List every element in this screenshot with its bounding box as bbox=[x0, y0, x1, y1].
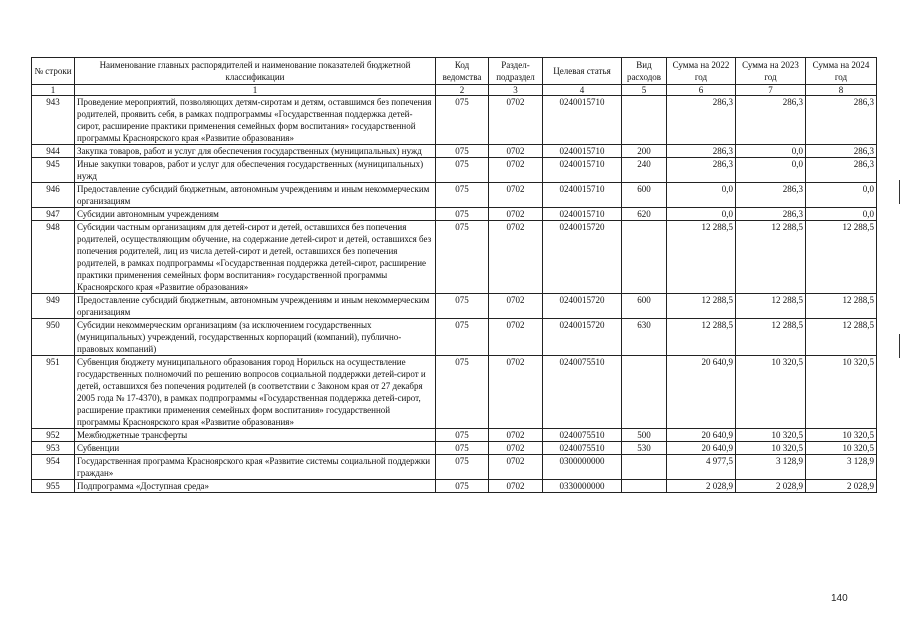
target-item-code: 0330000000 bbox=[543, 480, 622, 493]
row-number: 952 bbox=[32, 429, 75, 442]
section-code: 0702 bbox=[489, 208, 543, 221]
column-number: 5 bbox=[622, 85, 667, 96]
section-code: 0702 bbox=[489, 145, 543, 158]
sum-2022: 4 977,5 bbox=[667, 455, 736, 480]
row-number: 947 bbox=[32, 208, 75, 221]
header-department-code: Код ведомства bbox=[436, 58, 489, 85]
row-number: 950 bbox=[32, 319, 75, 356]
section-code: 0702 bbox=[489, 96, 543, 145]
target-item-code: 0240015710 bbox=[543, 208, 622, 221]
column-number: 4 bbox=[543, 85, 622, 96]
sum-2023: 3 128,9 bbox=[736, 455, 806, 480]
expense-type-code: 620 bbox=[622, 208, 667, 221]
column-number: 8 bbox=[806, 85, 877, 96]
column-number: 6 bbox=[667, 85, 736, 96]
scan-edge-mark bbox=[899, 180, 900, 204]
row-name: Подпрограмма «Доступная среда» bbox=[75, 480, 436, 493]
row-number: 955 bbox=[32, 480, 75, 493]
sum-2022: 20 640,9 bbox=[667, 356, 736, 429]
sum-2022: 0,0 bbox=[667, 183, 736, 208]
table-row bbox=[32, 208, 877, 221]
department-code: 075 bbox=[436, 356, 489, 429]
budget-table bbox=[31, 57, 877, 493]
row-name: Межбюджетные трансферты bbox=[75, 429, 436, 442]
department-code: 075 bbox=[436, 183, 489, 208]
row-name: Субсидии некоммерческим организациям (за исключением государственных (муниципальных) учреждений, государственных корпораций (компаний), публично-правовых компаний) bbox=[75, 319, 436, 356]
department-code: 075 bbox=[436, 158, 489, 183]
sum-2024: 12 288,5 bbox=[806, 221, 877, 294]
section-code: 0702 bbox=[489, 480, 543, 493]
target-item-code: 0240015710 bbox=[543, 158, 622, 183]
row-number: 949 bbox=[32, 294, 75, 319]
table-row bbox=[32, 356, 877, 429]
sum-2022: 12 288,5 bbox=[667, 294, 736, 319]
department-code: 075 bbox=[436, 208, 489, 221]
row-name: Проведение мероприятий, позволяющих детям-сиротам и детям, оставшимся без попечения родителей, проявить себя, в рамках подпрограммы «Государственная поддержка детей-сирот, расширение практики применения семейных форм воспитания» государственной программы Красноярского края «Развитие образования» bbox=[75, 96, 436, 145]
table-row bbox=[32, 183, 877, 208]
row-number: 944 bbox=[32, 145, 75, 158]
table-row bbox=[32, 442, 877, 455]
row-name: Субвенции bbox=[75, 442, 436, 455]
column-number: 7 bbox=[736, 85, 806, 96]
table-row bbox=[32, 158, 877, 183]
expense-type-code: 200 bbox=[622, 145, 667, 158]
header-sum-2024: Сумма на 2024 год bbox=[806, 58, 877, 85]
sum-2024: 12 288,5 bbox=[806, 294, 877, 319]
table-row bbox=[32, 221, 877, 294]
row-number: 953 bbox=[32, 442, 75, 455]
section-code: 0702 bbox=[489, 442, 543, 455]
department-code: 075 bbox=[436, 221, 489, 294]
expense-type-code: 240 bbox=[622, 158, 667, 183]
table-row bbox=[32, 429, 877, 442]
sum-2024: 286,3 bbox=[806, 158, 877, 183]
target-item-code: 0240015710 bbox=[543, 183, 622, 208]
row-number: 946 bbox=[32, 183, 75, 208]
section-code: 0702 bbox=[489, 221, 543, 294]
row-name: Предоставление субсидий бюджетным, автономным учреждениям и иным некоммерческим организациям bbox=[75, 294, 436, 319]
sum-2024: 10 320,5 bbox=[806, 442, 877, 455]
section-code: 0702 bbox=[489, 429, 543, 442]
column-number: 3 bbox=[489, 85, 543, 96]
target-item-code: 0240015710 bbox=[543, 96, 622, 145]
department-code: 075 bbox=[436, 145, 489, 158]
header-sum-2022: Сумма на 2022 год bbox=[667, 58, 736, 85]
expense-type-code bbox=[622, 96, 667, 145]
row-name: Предоставление субсидий бюджетным, автономным учреждениям и иным некоммерческим организациям bbox=[75, 183, 436, 208]
row-name: Субвенция бюджету муниципального образования город Норильск на осуществление государственных полномочий по решению вопросов социальной поддержки детей-сирот и детей, оставшихся без попечения родителей (в соответствии с Законом края от 27 декабря 2005 года № 17-4370), в рамках подпрограммы «Государственная поддержка детей-сирот, расширение практики применения семейных форм воспитания» государственной программы Красноярского края «Развитие образования» bbox=[75, 356, 436, 429]
row-number: 945 bbox=[32, 158, 75, 183]
sum-2023: 286,3 bbox=[736, 208, 806, 221]
table-row bbox=[32, 294, 877, 319]
section-code: 0702 bbox=[489, 158, 543, 183]
sum-2024: 12 288,5 bbox=[806, 319, 877, 356]
table-body bbox=[32, 96, 877, 493]
department-code: 075 bbox=[436, 455, 489, 480]
target-item-code: 0240075510 bbox=[543, 429, 622, 442]
department-code: 075 bbox=[436, 429, 489, 442]
sum-2023: 286,3 bbox=[736, 96, 806, 145]
sum-2023: 0,0 bbox=[736, 158, 806, 183]
header-section: Раздел-подраздел bbox=[489, 58, 543, 85]
sum-2022: 286,3 bbox=[667, 158, 736, 183]
expense-type-code: 600 bbox=[622, 183, 667, 208]
department-code: 075 bbox=[436, 442, 489, 455]
table-header-row bbox=[32, 58, 877, 85]
row-name: Государственная программа Красноярского края «Развитие системы социальной поддержки граждан» bbox=[75, 455, 436, 480]
table-row bbox=[32, 96, 877, 145]
sum-2022: 20 640,9 bbox=[667, 442, 736, 455]
section-code: 0702 bbox=[489, 294, 543, 319]
expense-type-code bbox=[622, 221, 667, 294]
sum-2023: 0,0 bbox=[736, 145, 806, 158]
expense-type-code: 500 bbox=[622, 429, 667, 442]
table-row bbox=[32, 145, 877, 158]
expense-type-code bbox=[622, 356, 667, 429]
section-code: 0702 bbox=[489, 356, 543, 429]
department-code: 075 bbox=[436, 294, 489, 319]
department-code: 075 bbox=[436, 480, 489, 493]
sum-2024: 2 028,9 bbox=[806, 480, 877, 493]
expense-type-code: 600 bbox=[622, 294, 667, 319]
table-row bbox=[32, 480, 877, 493]
sum-2023: 2 028,9 bbox=[736, 480, 806, 493]
sum-2022: 12 288,5 bbox=[667, 221, 736, 294]
target-item-code: 0240015710 bbox=[543, 145, 622, 158]
sum-2023: 12 288,5 bbox=[736, 319, 806, 356]
sum-2024: 10 320,5 bbox=[806, 356, 877, 429]
sum-2024: 286,3 bbox=[806, 145, 877, 158]
row-number: 948 bbox=[32, 221, 75, 294]
row-name: Иные закупки товаров, работ и услуг для обеспечения государственных (муниципальных) нужд bbox=[75, 158, 436, 183]
expense-type-code: 530 bbox=[622, 442, 667, 455]
header-target-item: Целевая статья bbox=[543, 58, 622, 85]
sum-2023: 286,3 bbox=[736, 183, 806, 208]
target-item-code: 0240075510 bbox=[543, 356, 622, 429]
header-name: Наименование главных распорядителей и наименование показателей бюджетной классификации bbox=[75, 58, 436, 85]
department-code: 075 bbox=[436, 319, 489, 356]
section-code: 0702 bbox=[489, 319, 543, 356]
expense-type-code bbox=[622, 455, 667, 480]
expense-type-code bbox=[622, 480, 667, 493]
row-number: 954 bbox=[32, 455, 75, 480]
sum-2022: 286,3 bbox=[667, 96, 736, 145]
row-number: 943 bbox=[32, 96, 75, 145]
section-code: 0702 bbox=[489, 183, 543, 208]
row-name: Закупка товаров, работ и услуг для обеспечения государственных (муниципальных) нужд bbox=[75, 145, 436, 158]
sum-2024: 286,3 bbox=[806, 96, 877, 145]
column-number: 1 bbox=[32, 85, 75, 96]
section-code: 0702 bbox=[489, 455, 543, 480]
target-item-code: 0300000000 bbox=[543, 455, 622, 480]
column-number-row bbox=[32, 85, 877, 96]
row-name: Субсидии частным организациям для детей-сирот и детей, оставшихся без попечения родителей, осуществляющим обучение, на содержание детей-сирот и детей, оставшихся без попечения родителей, лиц из числа детей-сирот и детей, оставшихся без попечения родителей, в рамках подпрограммы «Государственная поддержка детей-сирот, расширение практики применения семейных форм воспитания» государственной программы Красноярского края «Развитие образования» bbox=[75, 221, 436, 294]
column-number: 2 bbox=[436, 85, 489, 96]
sum-2022: 0,0 bbox=[667, 208, 736, 221]
scan-edge-mark bbox=[899, 334, 900, 358]
header-sum-2023: Сумма на 2023 год bbox=[736, 58, 806, 85]
sum-2023: 10 320,5 bbox=[736, 442, 806, 455]
column-number: 1 bbox=[75, 85, 436, 96]
sum-2022: 12 288,5 bbox=[667, 319, 736, 356]
sum-2023: 10 320,5 bbox=[736, 429, 806, 442]
sum-2022: 2 028,9 bbox=[667, 480, 736, 493]
row-number: 951 bbox=[32, 356, 75, 429]
page-number: 140 bbox=[831, 593, 848, 604]
sum-2024: 3 128,9 bbox=[806, 455, 877, 480]
sum-2023: 12 288,5 bbox=[736, 221, 806, 294]
sum-2024: 10 320,5 bbox=[806, 429, 877, 442]
header-expense-type: Вид расходов bbox=[622, 58, 667, 85]
sum-2023: 12 288,5 bbox=[736, 294, 806, 319]
table-row bbox=[32, 319, 877, 356]
expense-type-code: 630 bbox=[622, 319, 667, 356]
sum-2022: 286,3 bbox=[667, 145, 736, 158]
target-item-code: 0240075510 bbox=[543, 442, 622, 455]
header-row-number: № строки bbox=[32, 58, 75, 85]
row-name: Субсидии автономным учреждениям bbox=[75, 208, 436, 221]
sum-2024: 0,0 bbox=[806, 208, 877, 221]
target-item-code: 0240015720 bbox=[543, 294, 622, 319]
department-code: 075 bbox=[436, 96, 489, 145]
sum-2024: 0,0 bbox=[806, 183, 877, 208]
sum-2023: 10 320,5 bbox=[736, 356, 806, 429]
table-row bbox=[32, 455, 877, 480]
target-item-code: 0240015720 bbox=[543, 221, 622, 294]
target-item-code: 0240015720 bbox=[543, 319, 622, 356]
sum-2022: 20 640,9 bbox=[667, 429, 736, 442]
